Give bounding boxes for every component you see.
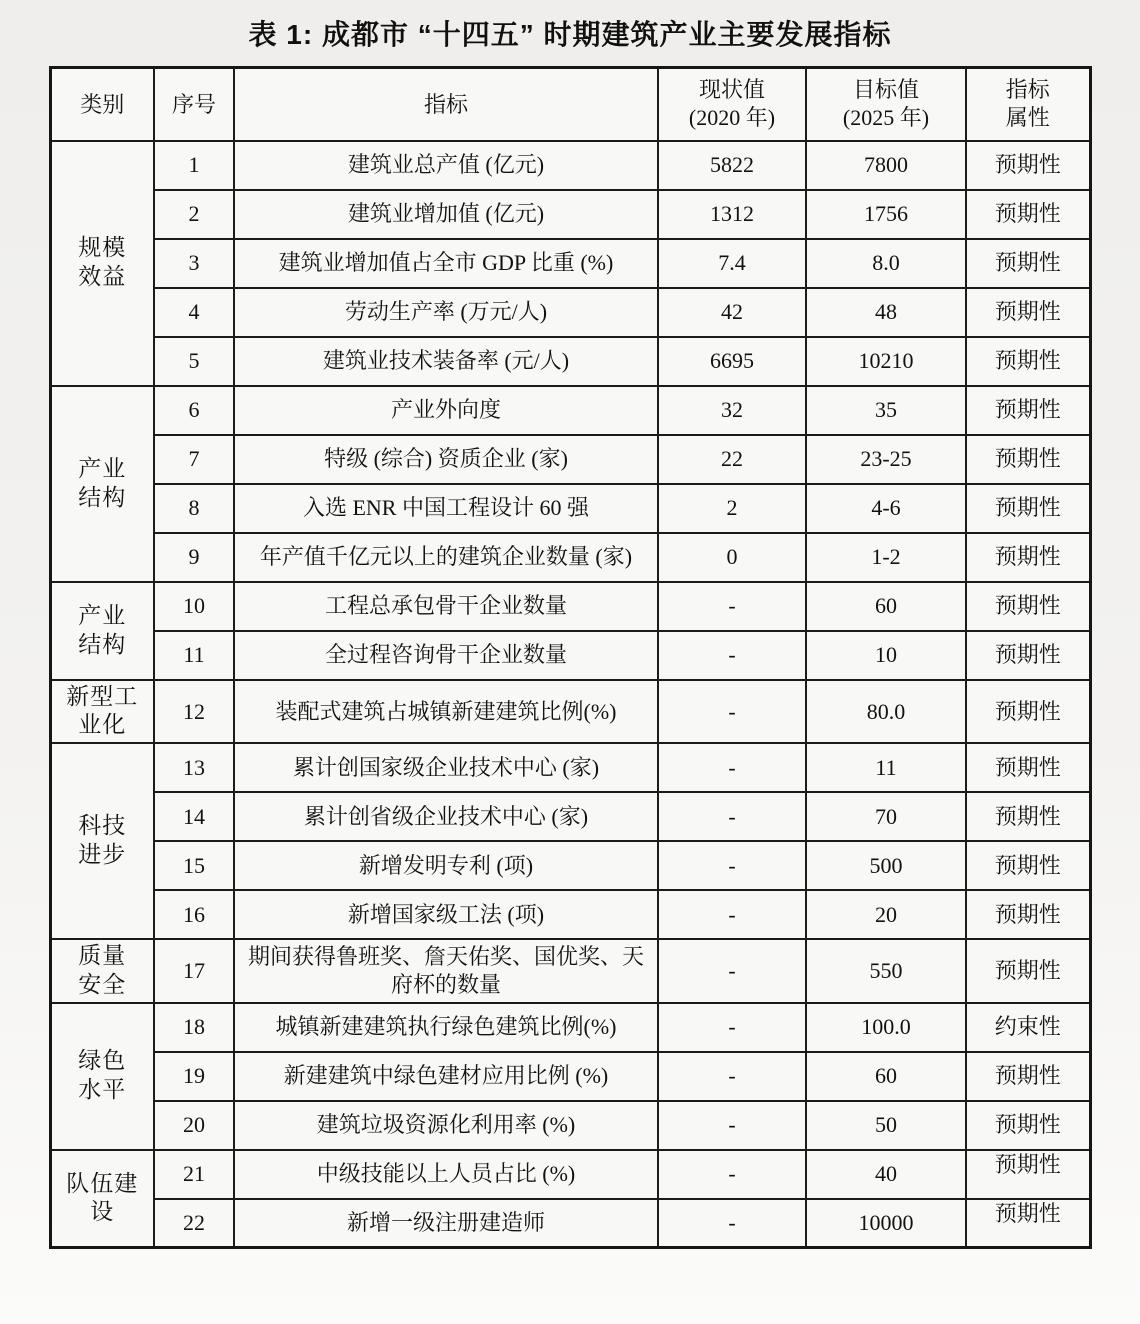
col-header-index: 序号 bbox=[154, 68, 234, 141]
target-value-cell: 1-2 bbox=[806, 533, 966, 582]
target-value-cell: 35 bbox=[806, 386, 966, 435]
table-row bbox=[50, 239, 1090, 288]
current-value-cell: - bbox=[658, 841, 806, 890]
index-cell: 11 bbox=[154, 631, 234, 680]
indicator-cell: 累计创省级企业技术中心 (家) bbox=[234, 792, 658, 841]
header-row bbox=[50, 68, 1090, 141]
index-cell: 18 bbox=[154, 1003, 234, 1052]
indicator-cell: 新增一级注册建造师 bbox=[234, 1199, 658, 1248]
attribute-cell: 预期性 bbox=[966, 1199, 1090, 1248]
table-row bbox=[50, 1199, 1090, 1248]
index-cell: 19 bbox=[154, 1052, 234, 1101]
attribute-cell: 预期性 bbox=[966, 841, 1090, 890]
index-cell: 15 bbox=[154, 841, 234, 890]
col-header-indicator: 指标 bbox=[234, 68, 658, 141]
current-value-cell: 42 bbox=[658, 288, 806, 337]
attribute-cell: 预期性 bbox=[966, 337, 1090, 386]
attribute-cell: 预期性 bbox=[966, 792, 1090, 841]
category-cell: 质量 安全 bbox=[50, 939, 154, 1003]
table-row bbox=[50, 337, 1090, 386]
indicator-cell: 建筑业增加值 (亿元) bbox=[234, 190, 658, 239]
current-value-cell: - bbox=[658, 890, 806, 939]
table-row bbox=[50, 533, 1090, 582]
target-value-cell: 10000 bbox=[806, 1199, 966, 1248]
current-value-cell: - bbox=[658, 631, 806, 680]
current-value-cell: - bbox=[658, 743, 806, 792]
index-cell: 6 bbox=[154, 386, 234, 435]
indicators-table bbox=[49, 66, 1092, 1249]
index-cell: 8 bbox=[154, 484, 234, 533]
target-value-cell: 60 bbox=[806, 582, 966, 631]
indicator-cell: 年产值千亿元以上的建筑企业数量 (家) bbox=[234, 533, 658, 582]
target-value-cell: 60 bbox=[806, 1052, 966, 1101]
table-row bbox=[50, 190, 1090, 239]
table-row bbox=[50, 680, 1090, 744]
index-cell: 2 bbox=[154, 190, 234, 239]
col-header-current bbox=[658, 68, 806, 141]
table-row bbox=[50, 939, 1090, 1003]
indicator-cell: 产业外向度 bbox=[234, 386, 658, 435]
indicator-cell: 累计创国家级企业技术中心 (家) bbox=[234, 743, 658, 792]
current-value-cell: 1312 bbox=[658, 190, 806, 239]
table-row bbox=[50, 288, 1090, 337]
indicator-cell: 建筑业增加值占全市 GDP 比重 (%) bbox=[234, 239, 658, 288]
col-header-target-label: 目标值 bbox=[852, 76, 919, 102]
table-row bbox=[50, 141, 1090, 190]
current-value-cell: - bbox=[658, 680, 806, 744]
table-row bbox=[50, 792, 1090, 841]
target-value-cell: 48 bbox=[806, 288, 966, 337]
current-value-cell: - bbox=[658, 1052, 806, 1101]
attribute-cell: 预期性 bbox=[966, 631, 1090, 680]
attribute-cell: 预期性 bbox=[966, 435, 1090, 484]
indicator-cell: 全过程咨询骨干企业数量 bbox=[234, 631, 658, 680]
indicator-cell: 入选 ENR 中国工程设计 60 强 bbox=[234, 484, 658, 533]
attribute-cell: 预期性 bbox=[966, 939, 1090, 1003]
indicator-cell: 新增发明专利 (项) bbox=[234, 841, 658, 890]
attribute-cell: 预期性 bbox=[966, 1052, 1090, 1101]
index-cell: 5 bbox=[154, 337, 234, 386]
current-value-cell: 0 bbox=[658, 533, 806, 582]
table-row bbox=[50, 435, 1090, 484]
indicator-cell: 装配式建筑占城镇新建建筑比例(%) bbox=[234, 680, 658, 744]
target-value-cell: 4-6 bbox=[806, 484, 966, 533]
table-row bbox=[50, 1101, 1090, 1150]
indicator-cell: 工程总承包骨干企业数量 bbox=[234, 582, 658, 631]
index-cell: 16 bbox=[154, 890, 234, 939]
target-value-cell: 1756 bbox=[806, 190, 966, 239]
target-value-cell: 70 bbox=[806, 792, 966, 841]
table-row bbox=[50, 841, 1090, 890]
index-cell: 14 bbox=[154, 792, 234, 841]
indicator-cell: 新建建筑中绿色建材应用比例 (%) bbox=[234, 1052, 658, 1101]
col-header-target bbox=[806, 68, 966, 141]
index-cell: 7 bbox=[154, 435, 234, 484]
col-header-current-year: (2020 年) bbox=[688, 105, 776, 131]
target-value-cell: 23-25 bbox=[806, 435, 966, 484]
page-title: 表 1: 成都市 “十四五” 时期建筑产业主要发展指标 bbox=[248, 19, 892, 50]
current-value-cell: - bbox=[658, 1199, 806, 1248]
table-row bbox=[50, 386, 1090, 435]
current-value-cell: 2 bbox=[658, 484, 806, 533]
indicator-cell: 建筑业技术装备率 (元/人) bbox=[234, 337, 658, 386]
current-value-cell: - bbox=[658, 1150, 806, 1199]
attribute-cell: 预期性 bbox=[966, 533, 1090, 582]
category-cell: 绿色 水平 bbox=[50, 1003, 154, 1150]
indicator-cell: 新增国家级工法 (项) bbox=[234, 890, 658, 939]
current-value-cell: 22 bbox=[658, 435, 806, 484]
col-header-category: 类别 bbox=[50, 68, 154, 141]
category-cell: 规模 效益 bbox=[50, 141, 154, 386]
target-value-cell: 40 bbox=[806, 1150, 966, 1199]
table-row bbox=[50, 1003, 1090, 1052]
attribute-cell: 预期性 bbox=[966, 239, 1090, 288]
index-cell: 4 bbox=[154, 288, 234, 337]
attribute-cell: 预期性 bbox=[966, 582, 1090, 631]
current-value-cell: 5822 bbox=[658, 141, 806, 190]
category-cell: 队伍建 设 bbox=[50, 1150, 154, 1248]
indicator-cell: 城镇新建建筑执行绿色建筑比例(%) bbox=[234, 1003, 658, 1052]
current-value-cell: - bbox=[658, 582, 806, 631]
target-value-cell: 20 bbox=[806, 890, 966, 939]
target-value-cell: 10210 bbox=[806, 337, 966, 386]
current-value-cell: - bbox=[658, 792, 806, 841]
attribute-cell: 约束性 bbox=[966, 1003, 1090, 1052]
index-cell: 9 bbox=[154, 533, 234, 582]
index-cell: 10 bbox=[154, 582, 234, 631]
category-cell: 产业 结构 bbox=[50, 386, 154, 582]
target-value-cell: 80.0 bbox=[806, 680, 966, 744]
index-cell: 12 bbox=[154, 680, 234, 744]
table-row bbox=[50, 484, 1090, 533]
current-value-cell: 32 bbox=[658, 386, 806, 435]
current-value-cell: 7.4 bbox=[658, 239, 806, 288]
target-value-cell: 500 bbox=[806, 841, 966, 890]
target-value-cell: 8.0 bbox=[806, 239, 966, 288]
attribute-cell: 预期性 bbox=[966, 1150, 1090, 1199]
attribute-cell: 预期性 bbox=[966, 288, 1090, 337]
col-header-attribute bbox=[966, 68, 1090, 141]
index-cell: 1 bbox=[154, 141, 234, 190]
index-cell: 21 bbox=[154, 1150, 234, 1199]
current-value-cell: - bbox=[658, 939, 806, 1003]
index-cell: 17 bbox=[154, 939, 234, 1003]
index-cell: 20 bbox=[154, 1101, 234, 1150]
indicator-cell: 期间获得鲁班奖、詹天佑奖、国优奖、天府杯的数量 bbox=[234, 939, 658, 1003]
col-header-target-year: (2025 年) bbox=[842, 105, 930, 131]
col-header-current-label: 现状值 bbox=[698, 76, 765, 102]
table-row bbox=[50, 1052, 1090, 1101]
attribute-cell: 预期性 bbox=[966, 680, 1090, 744]
target-value-cell: 100.0 bbox=[806, 1003, 966, 1052]
target-value-cell: 7800 bbox=[806, 141, 966, 190]
index-cell: 13 bbox=[154, 743, 234, 792]
table-row bbox=[50, 1150, 1090, 1199]
indicator-cell: 中级技能以上人员占比 (%) bbox=[234, 1150, 658, 1199]
indicator-cell: 特级 (综合) 资质企业 (家) bbox=[234, 435, 658, 484]
attribute-cell: 预期性 bbox=[966, 190, 1090, 239]
category-cell: 科技 进步 bbox=[50, 743, 154, 939]
col-header-attribute-line2: 属性 bbox=[1005, 105, 1050, 131]
attribute-cell: 预期性 bbox=[966, 743, 1090, 792]
category-cell: 产业 结构 bbox=[50, 582, 154, 680]
col-header-attribute-line1: 指标 bbox=[1005, 76, 1050, 102]
index-cell: 3 bbox=[154, 239, 234, 288]
table-row bbox=[50, 631, 1090, 680]
current-value-cell: - bbox=[658, 1003, 806, 1052]
table-row bbox=[50, 890, 1090, 939]
table-row bbox=[50, 743, 1090, 792]
target-value-cell: 11 bbox=[806, 743, 966, 792]
attribute-cell: 预期性 bbox=[966, 386, 1090, 435]
attribute-cell: 预期性 bbox=[966, 1101, 1090, 1150]
target-value-cell: 10 bbox=[806, 631, 966, 680]
current-value-cell: - bbox=[658, 1101, 806, 1150]
table-row bbox=[50, 582, 1090, 631]
attribute-cell: 预期性 bbox=[966, 141, 1090, 190]
target-value-cell: 50 bbox=[806, 1101, 966, 1150]
indicator-cell: 劳动生产率 (万元/人) bbox=[234, 288, 658, 337]
indicator-cell: 建筑垃圾资源化利用率 (%) bbox=[234, 1101, 658, 1150]
attribute-cell: 预期性 bbox=[966, 484, 1090, 533]
indicator-cell: 建筑业总产值 (亿元) bbox=[234, 141, 658, 190]
index-cell: 22 bbox=[154, 1199, 234, 1248]
target-value-cell: 550 bbox=[806, 939, 966, 1003]
attribute-cell: 预期性 bbox=[966, 890, 1090, 939]
current-value-cell: 6695 bbox=[658, 337, 806, 386]
category-cell: 新型工 业化 bbox=[50, 680, 154, 744]
